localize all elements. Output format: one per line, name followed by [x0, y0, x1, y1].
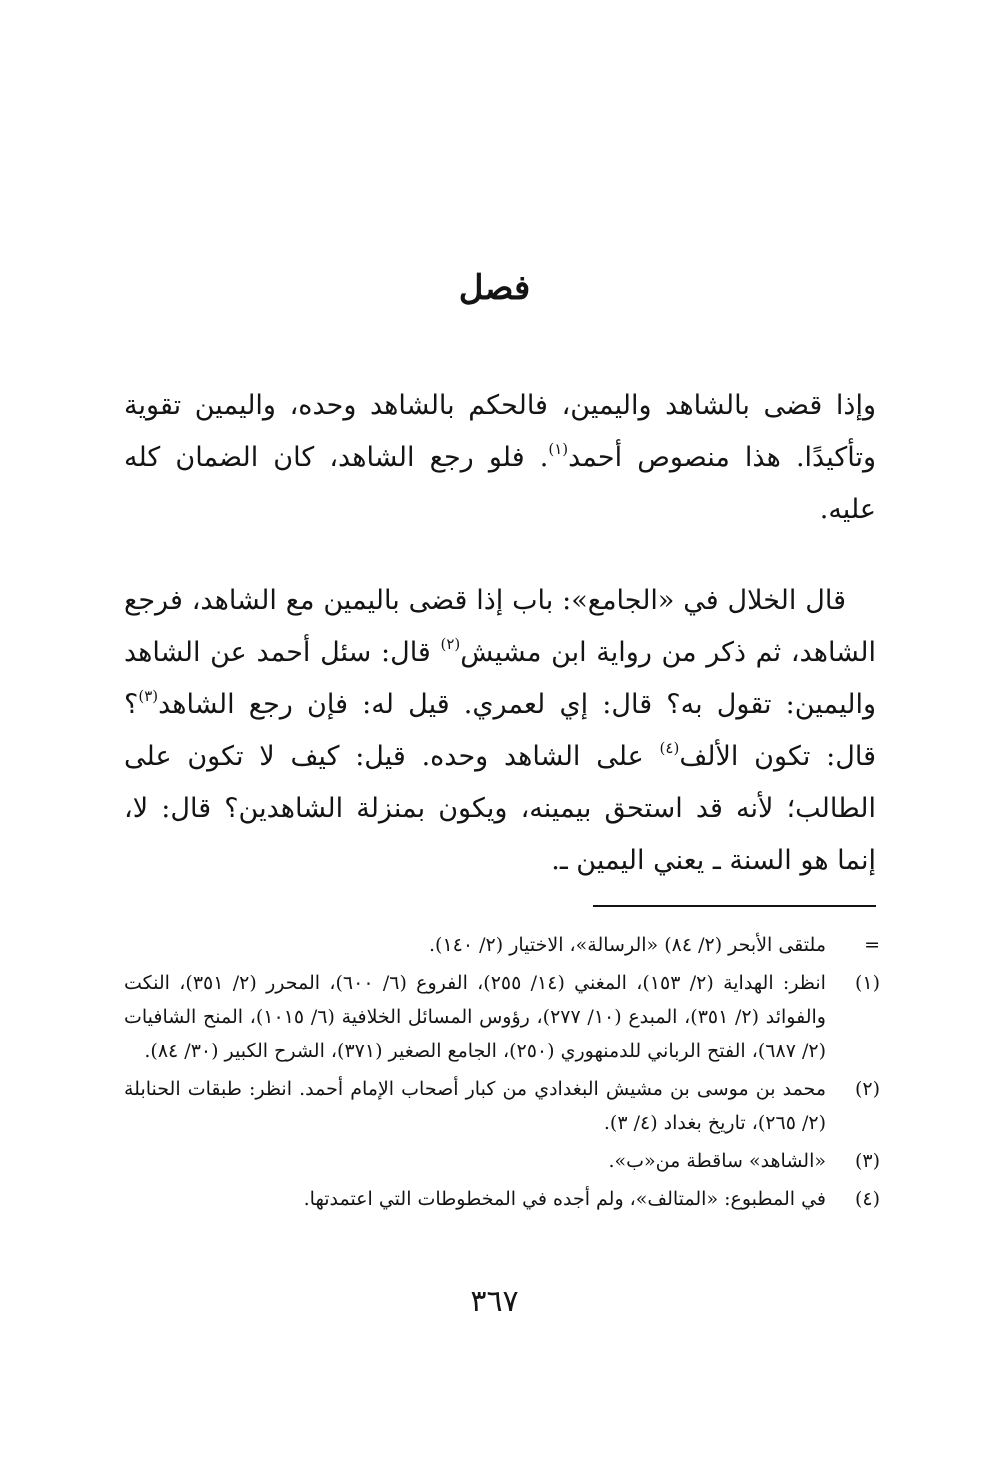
footnote-ref-1[interactable]: (١)	[548, 440, 569, 458]
footnote-text: انظر: الهداية (٢/ ١٥٣)، المغني (١٤/ ٢٥٥)، الفروع (٦/ ٦٠٠)، المحرر (٢/ ٣٥١)، النكت والفوائد (٢/ ٣٥١)، المبدع (١٠/ ٢٧٧)، رؤوس المسائل الخلافية (٦/ ١٠١٥)، المنح الشافيات (٢/ ٦٨٧)، الفتح الرباني للدمنهوري (٢٥٠)، الجامع الصغير (٣٧١)، الشرح الكبير (٣٠/ ٨٤).	[124, 972, 826, 1062]
footnote-mark: (١)	[854, 972, 880, 994]
footnote-text: محمد بن موسى بن مشيش البغدادي من كبار أصحاب الإمام أحمد. انظر: طبقات الحنابلة (٢/ ٢٦٥)، تاريخ بغداد (٤/ ٣).	[124, 1078, 826, 1134]
footnote-continuation	[124, 928, 884, 962]
section-title: فصل	[458, 268, 531, 308]
paragraph-1-text-b: . فلو رجع الشاهد، كان الضمان كله عليه.	[124, 442, 876, 525]
paragraph-2-text-c: ؟ قال: تكون الألف	[124, 689, 877, 772]
paragraph-2-text-d: على الشاهد وحده. قيل: كيف لا تكون على الطالب؛ لأنه قد استحق بيمينه، ويكون بمنزلة الشاهدين؟ قال: لا، إنما هو السنة ـ يعني اليمين ـ.	[124, 741, 876, 876]
footnotes-list	[124, 928, 884, 1220]
footnote-text: ملتقى الأبحر (٢/ ٨٤) «الرسالة»، الاختيار (٢/ ١٤٠).	[429, 934, 826, 956]
footnote-text: «الشاهد» ساقطة من«ب».	[608, 1150, 826, 1172]
paragraph-2	[124, 575, 876, 887]
footnote-ref-4[interactable]: (٤)	[659, 739, 680, 757]
footnote-4	[124, 1182, 884, 1216]
footnote-mark: (٤)	[854, 1188, 880, 1210]
paragraph-2-text-a: قال الخلال في «الجامع»: باب إذا قضى باليمين مع الشاهد، فرجع الشاهد، ثم ذكر من رواية ابن مشيش	[124, 585, 876, 668]
footnote-mark: (٣)	[854, 1150, 880, 1172]
footnote-1	[124, 966, 884, 1068]
footnote-text: في المطبوع: «المتالف»، ولم أجده في المخطوطات التي اعتمدتها.	[303, 1188, 826, 1210]
paragraph-2-text-b: قال: سئل أحمد عن الشاهد واليمين: تقول به؟ قال: إي لعمري. قيل له: فإن رجع الشاهد	[124, 637, 876, 720]
footnote-ref-2[interactable]: (٢)	[440, 635, 461, 653]
footnote-mark: =	[864, 934, 880, 956]
paragraph-1	[124, 380, 876, 536]
footnote-ref-3[interactable]: (٣)	[138, 687, 159, 705]
footnote-mark: (٢)	[854, 1078, 880, 1100]
footnote-separator	[593, 905, 876, 907]
footnote-3	[124, 1144, 884, 1178]
page-number: ٣٦٧	[470, 1284, 519, 1319]
footnote-2	[124, 1072, 884, 1140]
paragraph-1-text-a: وإذا قضى بالشاهد واليمين، فالحكم بالشاهد وحده، واليمين تقوية وتأكيدًا. هذا منصوص أحمد	[124, 390, 876, 473]
